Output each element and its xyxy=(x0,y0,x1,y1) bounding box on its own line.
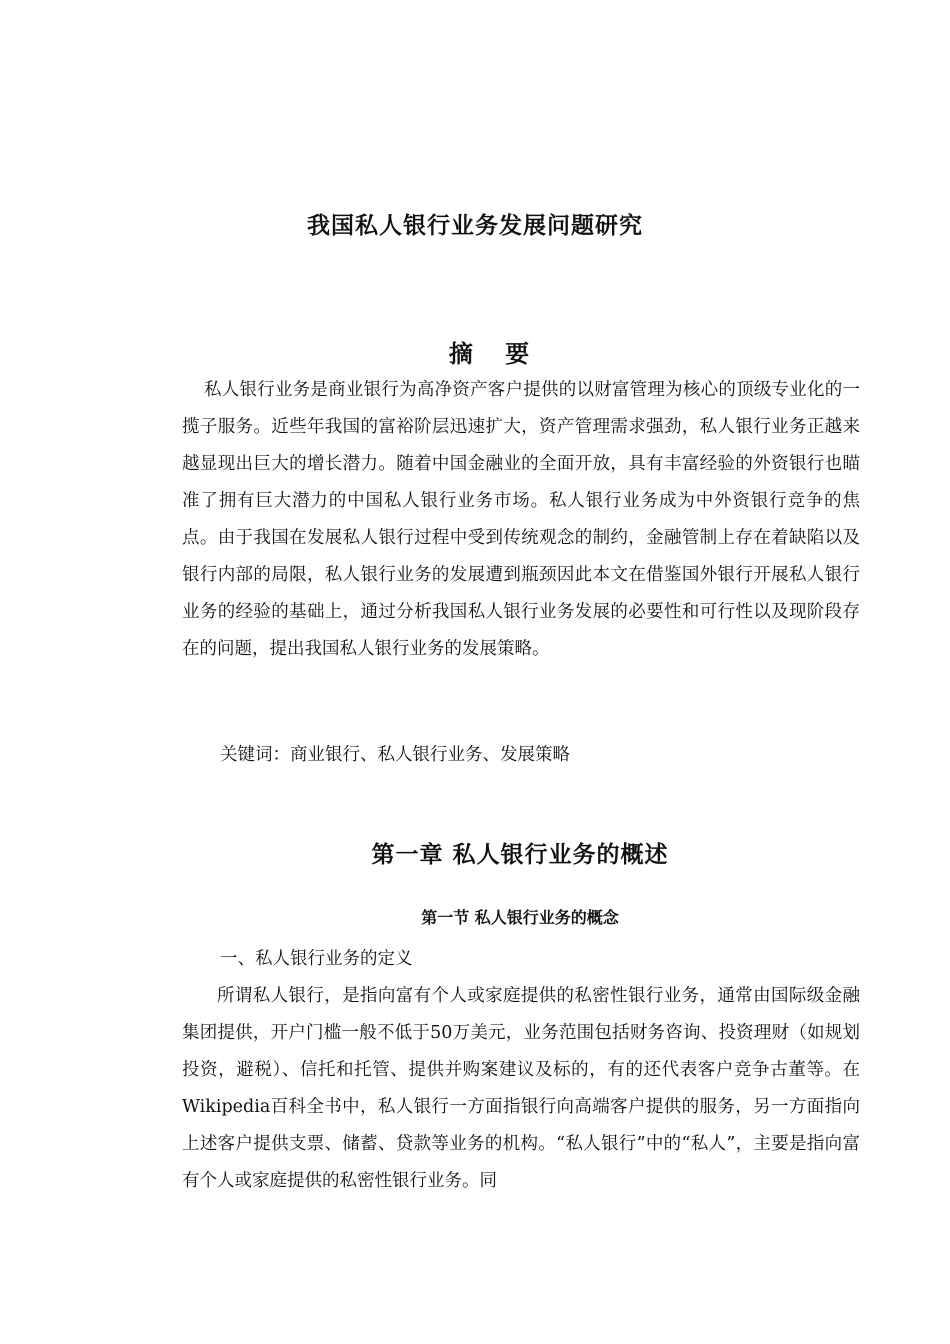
abstract-paragraph: 私人银行业务是商业银行为高净资产客户提供的以财富管理为核心的顶级专业化的一揽子服务。近些年我国的富裕阶层迅速扩大，资产管理需求强劲，私人银行业务正越来越显现出巨大的增长潜力。随着中国金融业的全面开放，具有丰富经验的外资银行也瞄准了拥有巨大潜力的中国私人银行业务市场。私人银行业务成为中外资银行竞争的焦点。由于我国在发展私人银行过程中受到传统观念的制约，金融管制上存在着缺陷以及银行内部的局限，私人银行业务的发展遭到瓶颈因此本文在借鉴国外银行开展私人银行业务的经验的基础上，通过分析我国私人银行业务发展的必要性和可行性以及现阶段存在的问题，提出我国私人银行业务的发展策略。 xyxy=(182,380,860,659)
paper-title: 我国私人银行业务发展问题研究 xyxy=(307,213,643,239)
body-paragraph: 所谓私人银行，是指向富有个人或家庭提供的私密性银行业务，通常由国际级金融集团提供，开户门槛一般不低于50万美元，业务范围包括财务咨询、投资理财（如规划投资，避税）、信托和托管、提供并购案建议及标的，有的还代表客户竞争古董等。在Wikipedia百科全书中，私人银行一方面指银行向高端客户提供的服务，另一方面指向上述客户提供支票、储蓄、贷款等业务的机构。“私人银行”中的“私人”，主要是指向富有个人或家庭提供的私密性银行业务。同 xyxy=(182,986,860,1191)
subsection-title: 一、私人银行业务的定义 xyxy=(220,949,413,969)
chapter-title: 第一章 私人银行业务的概述 xyxy=(371,842,669,868)
section-title: 第一节 私人银行业务的概念 xyxy=(421,908,619,927)
keywords-line: 关键词：商业银行、私人银行业务、发展策略 xyxy=(220,745,570,765)
abstract-heading: 摘 要 xyxy=(448,340,542,368)
